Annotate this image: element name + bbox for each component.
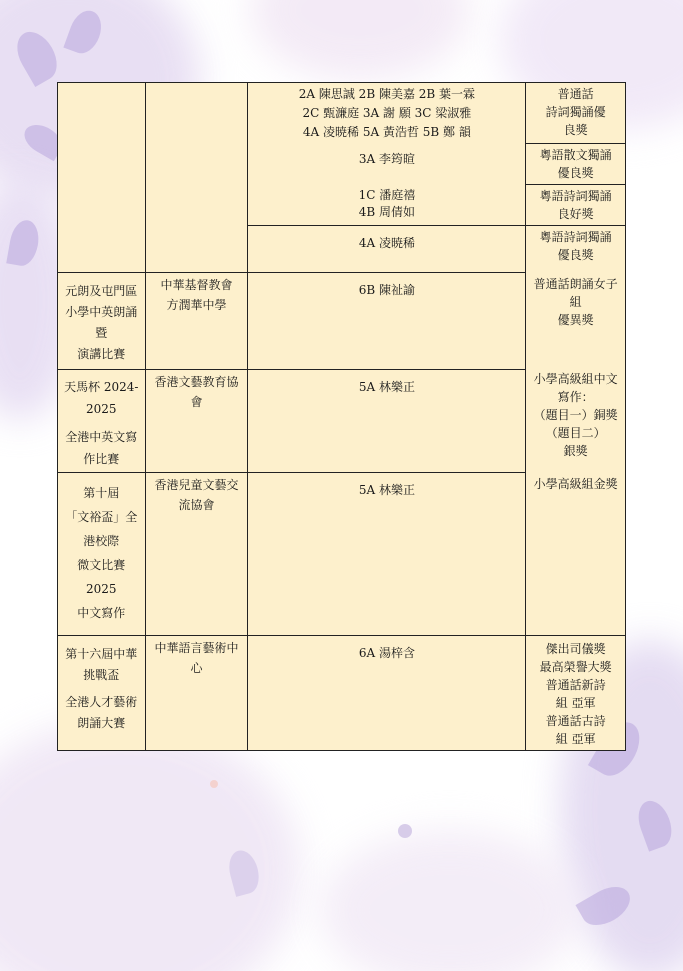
award-text: 寫作： [557,389,594,404]
students-cell: 6B 陳祉諭 [248,273,526,370]
competition-name: 元朗及屯門區 [65,284,138,298]
award-text: 良好獎 [557,207,594,221]
competition-name: 挑戰盃 [83,668,120,682]
organizer-name: 流協會 [178,498,215,512]
student-names: 3A 李筠暄 [358,152,415,166]
competition-name: 天馬杯 2024- [64,380,139,394]
award-text: 小學高級組金獎 [533,476,618,491]
students-cell: 5A 林樂正 [248,370,526,473]
award-text: 組 [569,294,582,309]
competition-name: 暨 [95,326,108,340]
competition-name: 港校際 [83,534,120,548]
students-cell [248,185,526,226]
competition-name: 演講比賽 [77,347,126,361]
organizer-name: 方潤華中學 [166,298,227,312]
award-text: 組 亞軍 [555,732,596,746]
award-text: 優良獎 [557,166,594,180]
students-cell: 5A 林樂正 [248,473,526,636]
students-cell: 6A 湯梓含 [248,636,526,751]
award-text: 普通話古詩 [545,714,606,728]
student-names: 2A 陳思誠 2B 陳美嘉 2B 葉一霖 [298,87,476,101]
award-text: 小學高級組中文 [533,371,618,386]
table-row [58,636,626,751]
student-names: 4A 凌暁稀 5A 黃浩哲 5B 鄭 韻 [302,125,471,139]
competition-name: 第十屆 [83,486,120,500]
award-text: 良獎 [563,123,588,137]
competition-name: 微文比賽 [77,558,126,572]
students-cell: 4A 凌暁稀 [248,226,526,273]
award-text: 粵語詩詞獨誦 [539,189,612,203]
award-text: 普通話新詩 [545,678,606,692]
competition-cell [58,273,146,370]
award-text: 普通話朗誦女子 [533,276,618,291]
organizer-name: 香港兒童文藝交 [154,478,239,492]
award-cell [526,83,626,144]
award-text: 銀獎 [563,443,588,458]
organizer-name: 中華語言藝術中 [154,641,239,655]
organizer-name: 心 [190,661,203,675]
table-row [58,83,626,144]
competition-cell [58,370,146,473]
award-cell [526,273,626,370]
competition-name: 全港人才藝術 [65,695,138,709]
award-cell [526,226,626,273]
competition-name: 全港中英文寫 [65,430,138,444]
competition-name: 第十六屆中華 [65,647,138,661]
table-row [58,273,626,370]
organizer-name: 中華基督教會 [160,278,233,292]
table-row [58,370,626,473]
competition-name: 2025 [86,402,117,416]
student-names: 1C 潘庭禧 [358,187,416,202]
competition-name: 2025 [86,582,117,596]
competition-name: 中文寫作 [77,606,126,620]
student-names: 2C 甄濂庭 3A 謝 願 3C 梁淑雅 [302,106,472,120]
award-text: 傑出司儀獎 [545,642,606,656]
award-text: 最高榮譽大獎 [539,660,612,674]
award-cell [526,144,626,185]
award-text: 詩詞獨誦優 [545,105,606,119]
table-row [58,473,626,636]
award-text: 粵語散文獨誦 [539,148,612,162]
organizer-cell [145,273,248,370]
student-names: 4B 周倩如 [358,204,416,219]
competition-cell [58,83,146,273]
competition-cell [58,473,146,636]
award-text: 優異獎 [557,312,594,327]
award-text: （題目二） [545,425,606,440]
award-text: （題目一）銅獎 [533,407,618,422]
organizer-name: 香港文藝教育協 [154,375,239,389]
organizer-cell [145,83,248,273]
award-cell [526,370,626,473]
competition-name: 「文裕盃」全 [65,510,138,524]
students-cell [248,83,526,185]
organizer-cell [145,370,248,473]
organizer-name: 會 [190,395,203,409]
competition-name: 作比賽 [83,452,120,466]
competition-name: 朗誦大賽 [77,716,126,730]
organizer-cell [145,636,248,751]
award-text: 普通話 [557,87,594,101]
awards-table [57,82,626,751]
award-text: 粵語詩詞獨誦 [539,230,612,244]
award-text: 組 亞軍 [555,696,596,710]
award-text: 優良獎 [557,248,594,262]
award-cell [526,185,626,226]
organizer-cell [145,473,248,636]
competition-name: 小學中英朗誦 [65,305,138,319]
award-cell [526,636,626,751]
competition-cell [58,636,146,751]
award-cell [526,473,626,636]
